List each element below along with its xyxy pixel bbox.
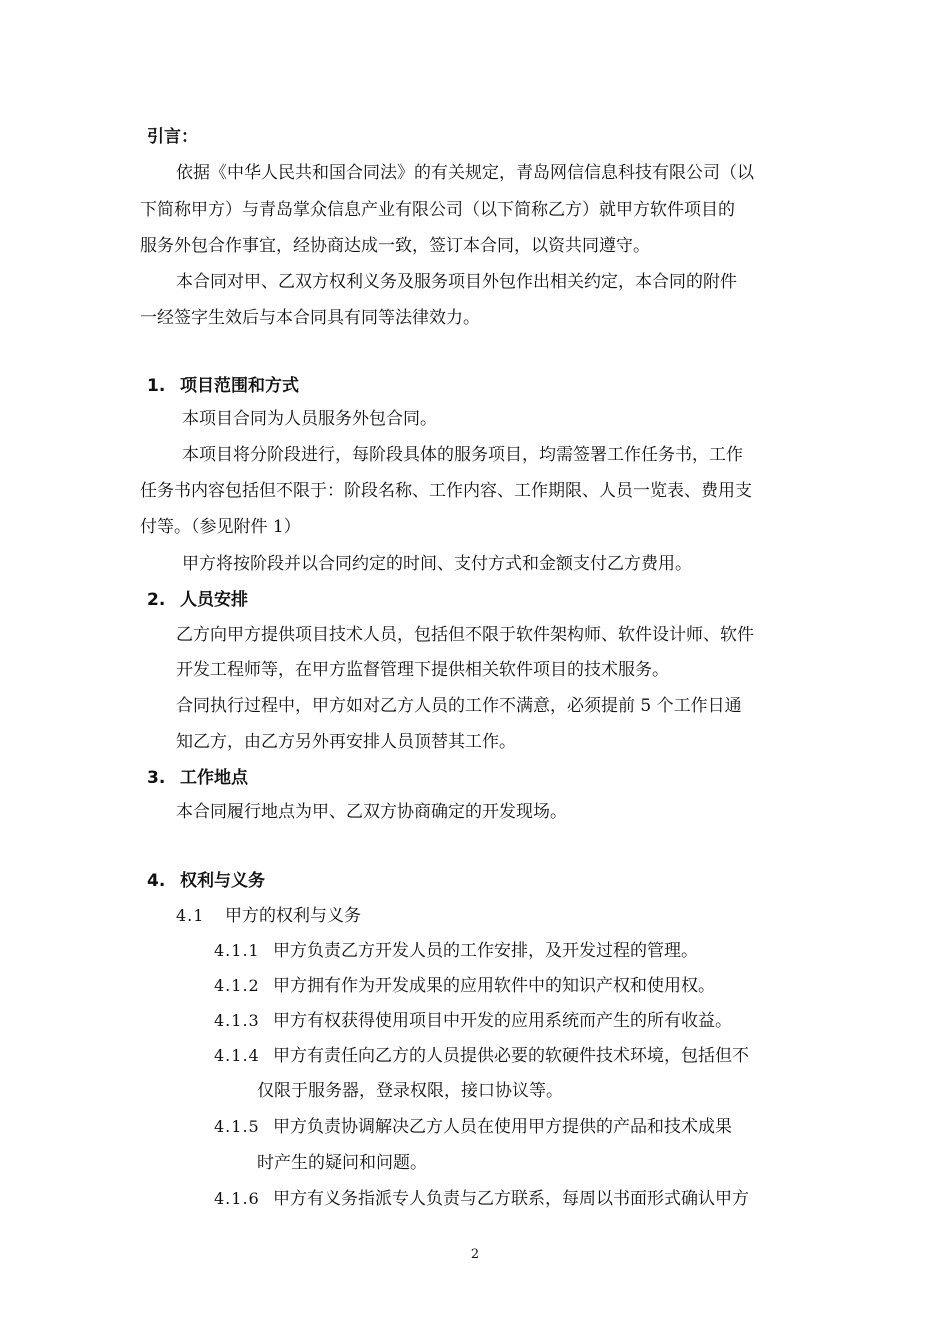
subsection-4-1-number: 4.1 <box>176 906 205 925</box>
section-3-title: 工作地点 <box>180 768 248 788</box>
item-4-1-5-number: 4.1.5 <box>214 1117 260 1136</box>
item-4-1-3-number: 4.1.3 <box>214 1011 260 1030</box>
item-4-1-1-line1: 甲方负责乙方开发人员的工作安排，及开发过程的管理。 <box>273 941 698 961</box>
item-4-1-6-number: 4.1.6 <box>214 1189 260 1208</box>
section-3-p1: 本合同履行地点为甲、乙双方协商确定的开发现场。 <box>176 802 567 822</box>
section-1-title: 项目范围和方式 <box>180 376 299 396</box>
section-2-title: 人员安排 <box>180 590 248 610</box>
page-number: 2 <box>470 1247 480 1262</box>
section-1-p3: 甲方将按阶段并以合同约定的时间、支付方式和金额支付乙方费用。 <box>182 554 692 574</box>
item-4-1-4-line2: 仅限于服务器，登录权限，接口协议等。 <box>257 1081 563 1101</box>
item-4-1-6-line1: 甲方有义务指派专人负责与乙方联系，每周以书面形式确认甲方 <box>273 1189 749 1209</box>
section-3-number: 3. <box>147 768 166 788</box>
section-4-title: 权利与义务 <box>180 871 265 891</box>
item-4-1-2-line1: 甲方拥有作为开发成果的应用软件中的知识产权和使用权。 <box>273 976 715 996</box>
item-4-1-5-line1: 甲方负责协调解决乙方人员在使用甲方提供的产品和技术成果 <box>273 1117 732 1137</box>
item-4-1-1-number: 4.1.1 <box>214 941 260 960</box>
intro-p1-line1: 依据《中华人民共和国合同法》的有关规定，青岛网信信息科技有限公司（以 <box>176 163 754 183</box>
intro-p2-line2: 一经签字生效后与本合同具有同等法律效力。 <box>140 308 480 328</box>
section-1-p1: 本项目合同为人员服务外包合同。 <box>182 409 437 429</box>
section-1-number: 1. <box>147 376 166 396</box>
intro-heading: 引言： <box>147 127 198 147</box>
subsection-4-1-title: 甲方的权利与义务 <box>225 906 361 926</box>
section-2-p2-line1: 合同执行过程中，甲方如对乙方人员的工作不满意，必须提前 5 个工作日通 <box>176 696 742 716</box>
section-2-p1-line2: 开发工程师等，在甲方监督管理下提供相关软件项目的技术服务。 <box>176 660 669 680</box>
item-4-1-4-number: 4.1.4 <box>214 1046 260 1065</box>
item-4-1-2-number: 4.1.2 <box>214 976 260 995</box>
item-4-1-5-line2: 时产生的疑问和问题。 <box>257 1153 427 1173</box>
intro-p1-line3: 服务外包合作事宜，经协商达成一致，签订本合同，以资共同遵守。 <box>140 236 650 256</box>
section-2-p1-line1: 乙方向甲方提供项目技术人员，包括但不限于软件架构师、软件设计师、软件 <box>176 625 754 645</box>
section-1-p2-line1: 本项目将分阶段进行，每阶段具体的服务项目，均需签署工作任务书，工作 <box>182 445 743 465</box>
intro-p2-line1: 本合同对甲、乙双方权利义务及服务项目外包作出相关约定，本合同的附件 <box>176 272 737 292</box>
item-4-1-4-line1: 甲方有责任向乙方的人员提供必要的软硬件技术环境，包括但不 <box>273 1046 749 1066</box>
section-1-p2-line2: 任务书内容包括但不限于：阶段名称、工作内容、工作期限、人员一览表、费用支 <box>140 481 752 501</box>
section-4-number: 4. <box>147 871 166 891</box>
section-2-p2-line2: 知乙方，由乙方另外再安排人员顶替其工作。 <box>176 732 516 752</box>
intro-p1-line2: 下简称甲方）与青岛掌众信息产业有限公司（以下简称乙方）就甲方软件项目的 <box>140 200 735 220</box>
section-2-number: 2. <box>147 590 166 610</box>
section-1-p2-line3: 付等。（参见附件 1） <box>140 517 301 537</box>
item-4-1-3-line1: 甲方有权获得使用项目中开发的应用系统而产生的所有收益。 <box>273 1011 732 1031</box>
